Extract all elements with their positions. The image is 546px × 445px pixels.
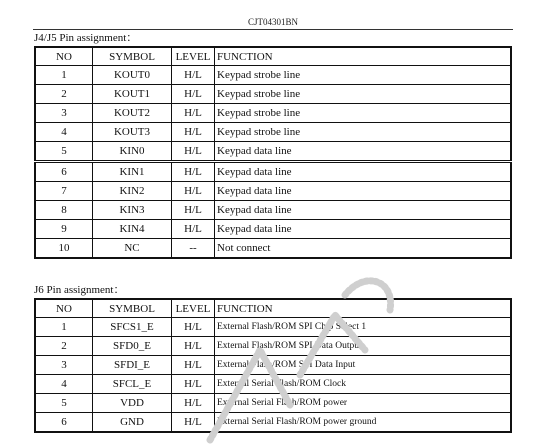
pin-function: Keypad data line: [215, 162, 512, 182]
pin-level: H/L: [172, 375, 215, 394]
pin-number: 3: [35, 104, 93, 123]
pin-number: 2: [35, 85, 93, 104]
pin-function: External Serial Flash/ROM power: [215, 394, 512, 413]
section-title-j6: J6 Pin assignment：: [34, 284, 125, 296]
table-row: [35, 318, 511, 337]
pin-function: External Serial Flash/ROM power ground: [215, 413, 512, 433]
pin-level: H/L: [172, 104, 215, 123]
pin-symbol: SFCL_E: [93, 375, 172, 394]
pin-number: 3: [35, 356, 93, 375]
table-row: [35, 85, 511, 104]
pin-level: H/L: [172, 162, 215, 182]
pin-level: H/L: [172, 413, 215, 433]
pin-function: Keypad strobe line: [215, 66, 512, 85]
table-header-row: [35, 47, 511, 66]
section-title-j4-j5: J4/J5 Pin assignment：: [34, 32, 138, 44]
table-row: [35, 201, 511, 220]
header-divider: [33, 29, 513, 30]
pin-number: 6: [35, 413, 93, 433]
pin-level: H/L: [172, 85, 215, 104]
pin-symbol: KOUT2: [93, 104, 172, 123]
table-row: [35, 220, 511, 239]
pin-level: H/L: [172, 201, 215, 220]
table-row: [35, 66, 511, 85]
pin-number: 7: [35, 182, 93, 201]
table-row: [35, 123, 511, 142]
table-row: [35, 142, 511, 162]
column-header-symbol: SYMBOL: [93, 299, 172, 318]
pin-level: --: [172, 239, 215, 259]
pin-number: 4: [35, 123, 93, 142]
pin-function: External Flash/ROM SPI Chip Select 1: [215, 318, 512, 337]
pin-symbol: KOUT3: [93, 123, 172, 142]
table-row: [35, 375, 511, 394]
column-header-level: LEVEL: [172, 299, 215, 318]
pin-level: H/L: [172, 142, 215, 162]
table-row: [35, 239, 511, 259]
pin-symbol: VDD: [93, 394, 172, 413]
pin-symbol: KOUT1: [93, 85, 172, 104]
table-row: [35, 162, 511, 182]
column-header-function: FUNCTION: [215, 47, 512, 66]
pin-symbol: SFCS1_E: [93, 318, 172, 337]
table-row: [35, 394, 511, 413]
column-header-symbol: SYMBOL: [93, 47, 172, 66]
pin-function: External Serial Flash/ROM Clock: [215, 375, 512, 394]
column-header-no: NO: [35, 299, 93, 318]
pin-symbol: SFD0_E: [93, 337, 172, 356]
pin-number: 2: [35, 337, 93, 356]
table-row: [35, 104, 511, 123]
pin-symbol: KIN2: [93, 182, 172, 201]
pin-number: 8: [35, 201, 93, 220]
table-row: [35, 356, 511, 375]
pin-symbol: KIN4: [93, 220, 172, 239]
pin-level: H/L: [172, 123, 215, 142]
pin-function: Keypad strobe line: [215, 104, 512, 123]
pin-level: H/L: [172, 394, 215, 413]
pin-function: Not connect: [215, 239, 512, 259]
column-header-no: NO: [35, 47, 93, 66]
pin-function: Keypad strobe line: [215, 123, 512, 142]
pin-level: H/L: [172, 337, 215, 356]
pin-number: 1: [35, 66, 93, 85]
pin-number: 1: [35, 318, 93, 337]
pin-symbol: KIN0: [93, 142, 172, 162]
column-header-function: FUNCTION: [215, 299, 512, 318]
table-row: [35, 337, 511, 356]
pin-number: 10: [35, 239, 93, 259]
pin-level: H/L: [172, 182, 215, 201]
pin-function: Keypad data line: [215, 182, 512, 201]
pin-symbol: SFDI_E: [93, 356, 172, 375]
pin-number: 6: [35, 162, 93, 182]
pin-function: External Flash/ROM SPI Data Input: [215, 356, 512, 375]
pin-function: Keypad data line: [215, 220, 512, 239]
table-header-row: [35, 299, 511, 318]
table-row: [35, 182, 511, 201]
column-header-level: LEVEL: [172, 47, 215, 66]
document-header: CJT04301BN: [247, 17, 298, 27]
pin-symbol: KOUT0: [93, 66, 172, 85]
pin-level: H/L: [172, 220, 215, 239]
pin-number: 9: [35, 220, 93, 239]
pin-function: Keypad strobe line: [215, 85, 512, 104]
pin-function: Keypad data line: [215, 142, 512, 162]
pin-number: 5: [35, 394, 93, 413]
pin-table-j4-j5: [34, 46, 512, 259]
pin-level: H/L: [172, 356, 215, 375]
pin-table-j6: [34, 298, 512, 433]
table-row: [35, 413, 511, 433]
pin-number: 5: [35, 142, 93, 162]
pin-function: Keypad data line: [215, 201, 512, 220]
pin-level: H/L: [172, 318, 215, 337]
pin-symbol: KIN1: [93, 162, 172, 182]
pin-symbol: NC: [93, 239, 172, 259]
pin-function: External Flash/ROM SPI Data Output: [215, 337, 512, 356]
pin-number: 4: [35, 375, 93, 394]
pin-symbol: KIN3: [93, 201, 172, 220]
pin-level: H/L: [172, 66, 215, 85]
pin-symbol: GND: [93, 413, 172, 433]
